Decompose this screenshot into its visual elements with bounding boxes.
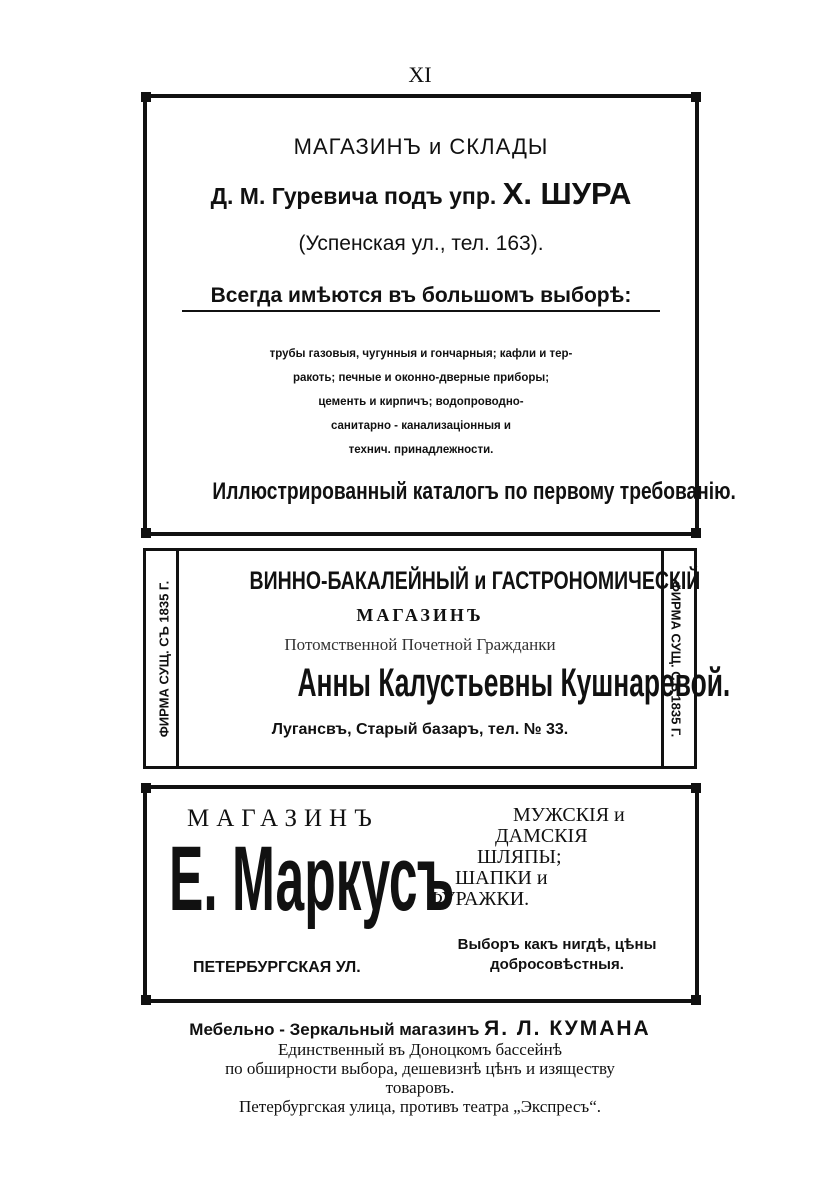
ad4-address: Петербургская улица, противъ театра „Экспресъ“. <box>238 1097 602 1116</box>
corner-mark <box>141 783 151 793</box>
corner-mark <box>691 783 701 793</box>
ad3-goods-line: ФУРАЖКИ. <box>427 888 530 910</box>
ad4-owner: Я. Л. КУМАНА <box>484 1017 651 1040</box>
ad2-store-type-text: ВИННО-БАКАЛЕЙНЫЙ и ГАСТРОНОМИЧЕСКІЙ <box>249 567 701 595</box>
ad3-owner-name-text: Е. Маркусъ <box>169 828 455 930</box>
ad1-title: МАГАЗИНЪ и СКЛАДЫ <box>293 134 549 159</box>
ad2-owner-name <box>186 661 731 706</box>
ad1-goods-line: трубы газовыя, чугунныя и гончарныя; кафли и тер- <box>269 348 573 360</box>
ad3-goods-line: ДАМСКІЯ <box>495 825 588 847</box>
ad3-street: ПЕТЕРБУРГСКАЯ УЛ. <box>193 959 361 976</box>
ad4-line: товаровъ. <box>385 1078 455 1097</box>
corner-mark <box>141 92 151 102</box>
advertisement-markus-box <box>143 785 699 1003</box>
ad2-left-strip <box>152 551 179 766</box>
ad1-goods-list <box>187 342 655 462</box>
advertisement-shura-box <box>143 94 736 536</box>
corner-mark <box>141 995 151 1005</box>
corner-mark <box>691 528 701 538</box>
ad1-owner-name: Х. ШУРА <box>502 176 632 211</box>
ad3-goods-line: ШЛЯПЫ; <box>477 846 562 868</box>
corner-mark <box>141 528 151 538</box>
ad1-catalog-text: Иллюстрированный каталогъ по первому требованію. <box>212 478 736 505</box>
ad3-choice-note <box>427 935 687 975</box>
ad3-goods-list <box>427 805 687 910</box>
ad4-prefix: Мебельно - Зеркальный магазинъ <box>189 1020 480 1039</box>
ad3-goods-line: ШАПКИ и <box>455 867 548 889</box>
ad2-left-strip-text: ФИРМА СУЩ. СЪ 1835 Г. <box>156 580 172 737</box>
ad3-choice-line: добросовѣстныя. <box>490 956 624 973</box>
ad1-address: (Успенская ул., тел. 163). <box>298 232 544 255</box>
ad4-headline <box>0 1017 840 1041</box>
ad1-goods-line: технич. принадлежности. <box>348 444 494 456</box>
ad2-store-type <box>186 567 701 596</box>
page-number: XI <box>408 62 432 87</box>
ad3-goods-line: МУЖСКІЯ и <box>513 804 625 826</box>
corner-mark <box>691 995 701 1005</box>
ad1-goods-line: цементь и кирпичъ; водопроводно- <box>318 396 524 408</box>
ad1-goods-line: санитарно - канализаціонныя и <box>331 420 511 432</box>
ad2-owner-name-text: Анны Калустьевны Кушнаревой. <box>297 661 731 705</box>
advertisement-kushnareva-box <box>143 548 731 769</box>
ad2-owner-title: Потомственной Почетной Гражданки <box>284 635 556 654</box>
ad1-owner <box>147 176 695 212</box>
ad1-always-heading: Всегда имѣются въ большомъ выборѣ: <box>182 284 660 312</box>
ad2-right-strip-text: ФИРМА СУЩ. СЪ 1835 Г. <box>668 580 684 737</box>
ad3-choice-line: Выборъ какъ нигдѣ, цѣны <box>457 936 657 953</box>
corner-mark <box>691 92 701 102</box>
ad4-line: Единственный въ Доноцкомъ бассейнѣ <box>278 1040 562 1059</box>
ad4-line: по обширности выбора, дешевизнѣ цѣнъ и изяществу <box>225 1059 615 1078</box>
ad1-goods-line: ракоть; печные и оконно-дверные приборы; <box>292 372 550 384</box>
ad3-store-word: МАГАЗИНЪ <box>187 805 379 832</box>
ad1-owner-prefix: Д. М. Гуревича подъ упр. <box>210 183 497 209</box>
ad2-address: Лугансвъ, Старый базаръ, тел. № 33. <box>271 721 569 738</box>
ad1-catalog-note <box>147 478 736 506</box>
ad2-store-word: МАГАЗИНЪ <box>356 605 484 625</box>
